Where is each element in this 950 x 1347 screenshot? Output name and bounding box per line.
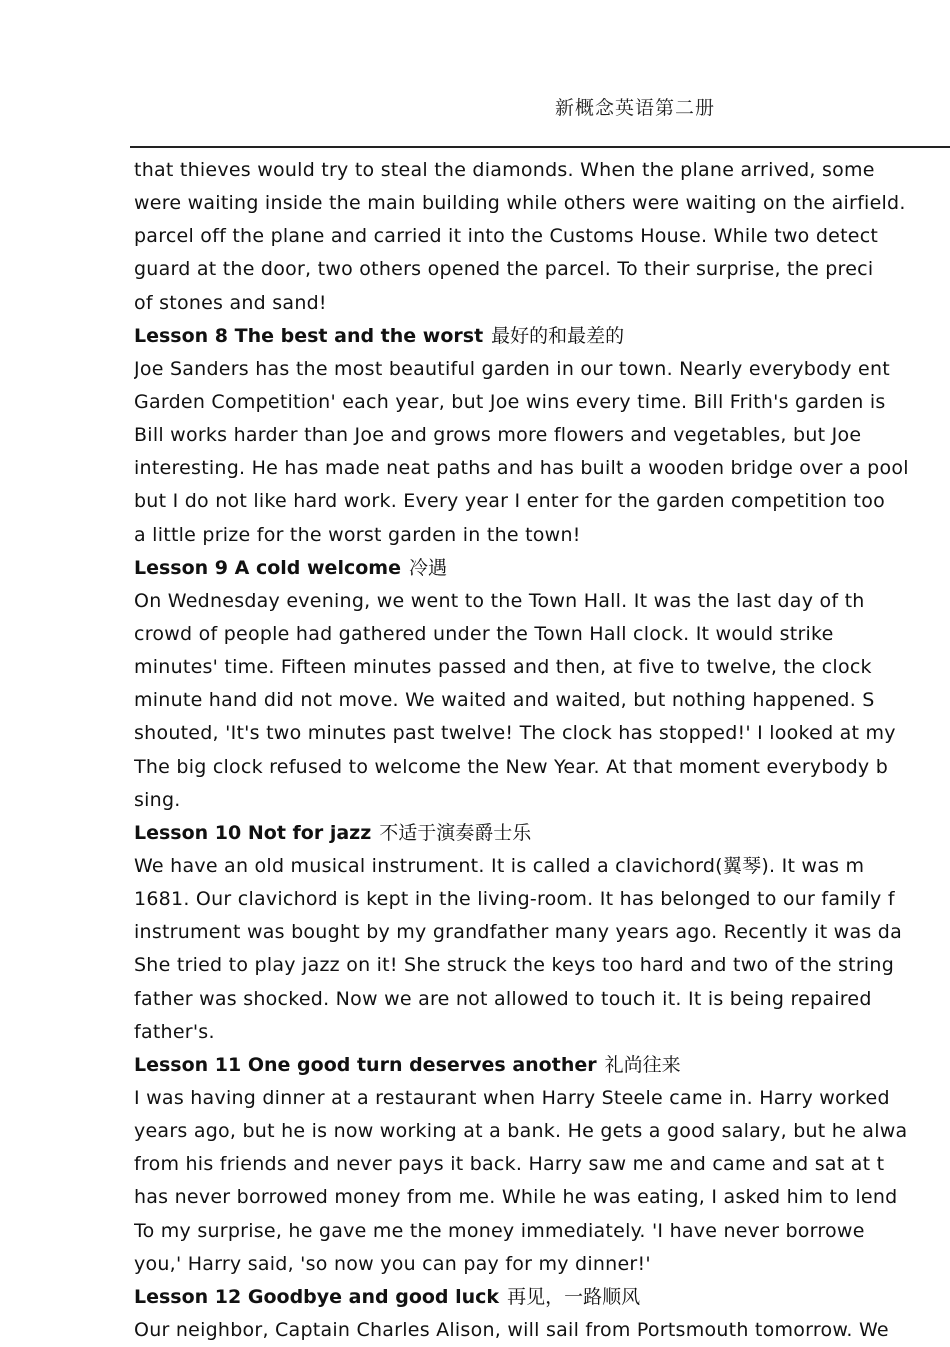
lesson-heading xyxy=(134,552,950,585)
paragraph-line: interesting. He has made neat paths and has built a wooden bridge over a pool xyxy=(134,457,909,480)
paragraph-line: guard at the door, two others opened the parcel. To their surprise, the preci xyxy=(134,258,874,281)
document-body xyxy=(134,154,950,1347)
paragraph-line: minutes' time. Fifteen minutes passed and then, at five to twelve, the clock xyxy=(134,656,872,679)
paragraph-line: but I do not like hard work. Every year I enter for the garden competition too xyxy=(134,490,885,513)
paragraph-line: you,' Harry said, 'so now you can pay for my dinner!' xyxy=(134,1252,651,1275)
lesson-heading xyxy=(134,320,950,353)
lesson-heading xyxy=(134,1281,950,1314)
paragraph-line: minute hand did not move. We waited and waited, but nothing happened. S xyxy=(134,689,875,712)
lesson-title-en: Lesson 9 A cold welcome xyxy=(134,556,401,579)
paragraph-line: sing. xyxy=(134,788,181,811)
paragraph-line: a little prize for the worst garden in the town! xyxy=(134,523,581,546)
paragraph-line: father's. xyxy=(134,1020,215,1043)
lesson-title-en: Lesson 12 Goodbye and good luck xyxy=(134,1285,500,1308)
paragraph-line: years ago, but he is now working at a bank. He gets a good salary, but he alwa xyxy=(134,1120,908,1143)
lesson-title-cn: 礼尚往来 xyxy=(604,1053,681,1076)
lesson-title-en: Lesson 10 Not for jazz xyxy=(134,821,372,844)
paragraph-line: instrument was bought by my grandfather many years ago. Recently it was da xyxy=(134,921,903,944)
lesson-title-cn: 最好的和最差的 xyxy=(491,324,625,347)
lesson-title-en: Lesson 11 One good turn deserves another xyxy=(134,1053,597,1076)
paragraph-line: She tried to play jazz on it! She struck the keys too hard and two of the string xyxy=(134,954,895,977)
paragraph-line: I was having dinner at a restaurant when Harry Steele came in. Harry worked xyxy=(134,1086,890,1109)
header-divider xyxy=(130,146,950,148)
paragraph-line: Our neighbor, Captain Charles Alison, will sail from Portsmouth tomorrow. We xyxy=(134,1318,889,1341)
book-title: 新概念英语第二册 xyxy=(555,97,716,119)
paragraph-line: The big clock refused to welcome the New Year. At that moment everybody b xyxy=(134,755,889,778)
paragraph-line: To my surprise, he gave me the money immediately. 'I have never borrowe xyxy=(134,1219,865,1242)
page-header xyxy=(0,93,950,119)
lesson-heading xyxy=(134,1049,950,1082)
paragraph-line: father was shocked. Now we are not allowed to touch it. It is being repaired xyxy=(134,987,872,1010)
lesson-title-cn: 再见，一路顺风 xyxy=(507,1285,641,1308)
paragraph-line: from his friends and never pays it back. Harry saw me and came and sat at t xyxy=(134,1153,885,1176)
paragraph-line: Joe Sanders has the most beautiful garden in our town. Nearly everybody ent xyxy=(134,357,890,380)
paragraph-line: were waiting inside the main building while others were waiting on the airfield. xyxy=(134,192,906,215)
paragraph-line: crowd of people had gathered under the Town Hall clock. It would strike xyxy=(134,622,834,645)
lesson-heading xyxy=(134,817,950,850)
paragraph-line: Garden Competition' each year, but Joe wins every time. Bill Frith's garden is xyxy=(134,390,886,413)
paragraph-line: 1681. Our clavichord is kept in the living-room. It has belonged to our family f xyxy=(134,888,895,911)
paragraph-line: We have an old musical instrument. It is called a clavichord(翼琴). It was m xyxy=(134,854,865,877)
paragraph-line: that thieves would try to steal the diamonds. When the plane arrived, some xyxy=(134,159,875,181)
lesson-title-en: Lesson 8 The best and the worst xyxy=(134,324,484,347)
paragraph-line: has never borrowed money from me. While he was eating, I asked him to lend xyxy=(134,1186,898,1209)
paragraph-line: parcel off the plane and carried it into the Customs House. While two detect xyxy=(134,225,879,248)
lesson-title-cn: 不适于演奏爵士乐 xyxy=(379,821,532,844)
paragraph-line: shouted, 'It's two minutes past twelve! The clock has stopped!' I looked at my xyxy=(134,722,896,745)
paragraph-line: of stones and sand! xyxy=(134,291,327,314)
paragraph-line: On Wednesday evening, we went to the Town Hall. It was the last day of th xyxy=(134,589,865,612)
paragraph-line: Bill works harder than Joe and grows more flowers and vegetables, but Joe xyxy=(134,424,862,447)
lesson-title-cn: 冷遇 xyxy=(408,556,447,579)
